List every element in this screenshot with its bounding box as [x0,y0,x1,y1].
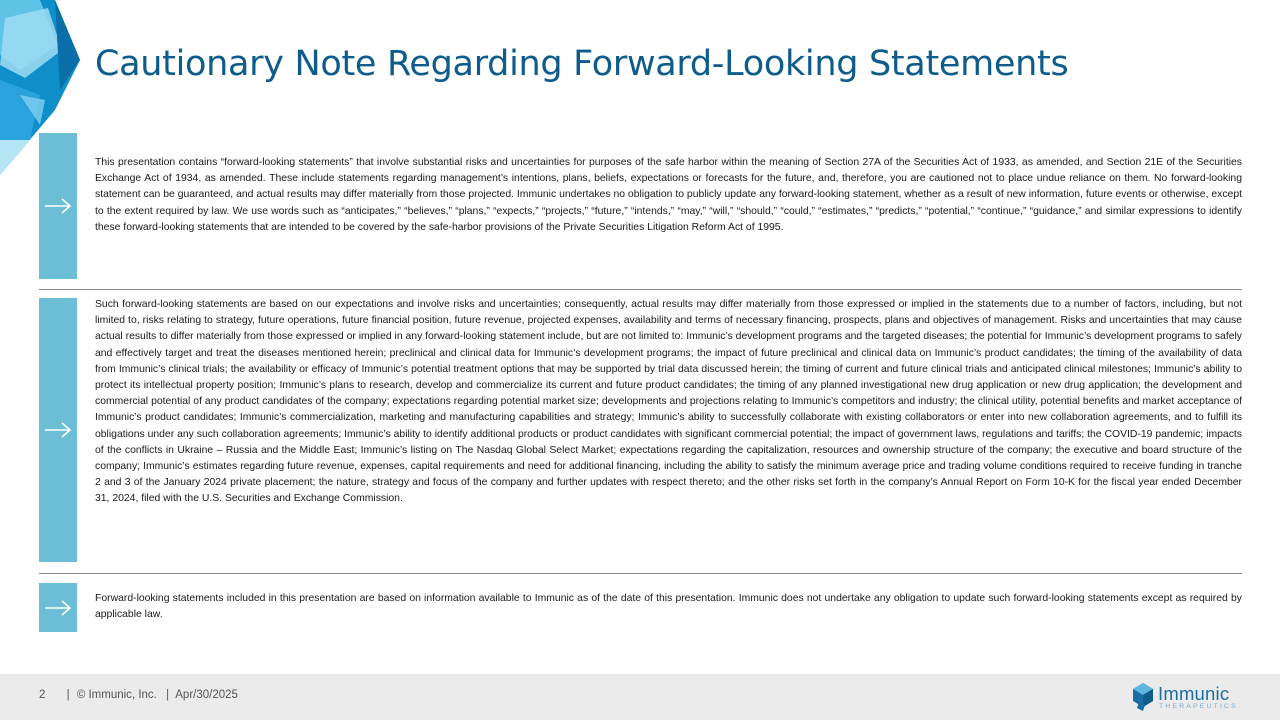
copyright: © Immunic, Inc. [76,689,157,701]
logo-subtitle: THERAPEUTICS [1159,703,1238,710]
arrow-box [39,133,77,279]
logo-name: Immunic [1158,683,1230,704]
company-logo [1131,682,1243,714]
footer-separator: | [166,689,170,701]
page-number: 2 [39,689,46,701]
right-arrow-icon [44,198,72,214]
footer-separator: | [66,689,70,701]
footer-text [39,689,238,701]
section-3 [39,583,1242,632]
section-2 [39,298,1242,562]
footer [0,674,1280,720]
section-1 [39,133,1242,279]
arrow-box [39,298,77,562]
divider [39,289,1242,290]
footer-date: Apr/30/2025 [175,689,238,701]
right-arrow-icon [44,422,72,438]
divider [39,573,1242,574]
section-text: This presentation contains “forward-looking statements” that involve substantial risks and uncertainties for purposes of the safe harbor within the meaning of Section 27A of the Securities Act of 1933, as amended, and Section 21E of the Securities Exchange Act of 1934, as amended. These include statements regarding management’s intentions, plans, beliefs, expectations or forecasts for the future, and, therefore, you are cautioned not to place undue reliance on them. No forward-looking statement can be guaranteed, and actual results may differ materially from those projected. Immunic undertakes no obligation to publicly update any forward-looking statement, whether as a result of new information, future events or otherwise, except to the extent required by law. We use words such as “anticipates,” “believes,” “plans,” “expects,” “projects,” “future,” “intends,” “may,” “will,” “should,” “could,” “estimates,” “predicts,” “potential,” “continue,” “guidance,” and similar expressions to identify these forward-looking statements that are intended to be covered by the safe-harbor provisions of the Private Securities Litigation Reform Act of 1995. [95,157,1242,233]
logo-mark-icon [1131,682,1155,712]
arrow-box [39,583,77,632]
right-arrow-icon [44,600,72,616]
section-text: Forward-looking statements included in this presentation are based on information available to Immunic as of the date of this presentation. Immunic does not undertake any obligation to update such forward-looking statements except as required by applicable law. [95,593,1242,621]
page-title: Cautionary Note Regarding Forward-Looking Statements [95,44,1069,84]
section-text: Such forward-looking statements are based on our expectations and involve risks and uncertainties; consequently, actual results may differ materially from those expressed or implied in the statements due to a number of factors, including, but not limited to, risks relating to strategy, future operations, future financial position, future revenue, projected expenses, availability and terms of necessary financing, prospects, plans and objectives of management. Risks and uncertainties that may cause actual results to differ materially from those expressed or implied in any forward-looking statement include, but are not limited to: Immunic’s development programs and the targeted diseases; the potential for Immunic’s development programs to safely and effectively target and treat the diseases mentioned herein; preclinical and clinical data for Immunic’s development programs; the impact of future preclinical and clinical data on Immunic’s product candidates; the timing of the availability of data from Immunic’s clinical trials; the availability or efficacy of Immunic’s potential treatment options that may be supported by trial data discussed herein; the timing of current and future clinical trials and anticipated clinical milestones; Immunic’s ability to protect its intellectual property position; Immunic’s plans to research, develop and commercialize its current and future product candidates; the timing of any planned investigational new drug application or new drug application; the development and commercial potential of any product candidates of the company; expectations regarding potential market size; developments and projections relating to Immunic’s competitors and industry; the clinical utility, potential benefits and market acceptance of Immunic’s product candidates; Immunic’s commercialization, marketing and manufacturing capabilities and strategy; Immunic’s ability to successfully collaborate with existing collaborators or enter into new collaboration agreements, and to fulfill its obligations under any such collaboration agreements; Immunic’s ability to identify additional products or product candidates with significant commercial potential; the impact of government laws, regulations and tariffs; the COVID-19 pandemic; impacts of the conflicts in Ukraine – Russia and the Middle East; Immunic’s listing on The Nasdaq Global Select Market; expectations regarding the capitalization, resources and ownership structure of the company; the executive and board structure of the company; Immunic’s estimates regarding future revenue, expenses, capital requirements and need for additional financing, including the ability to satisfy the minimum average price and trading volume conditions required to receive funding in tranche 2 and 3 of the January 2024 private placement; the nature, strategy and focus of the company and further updates with respect thereto; and the other risks set forth in the company’s Annual Report on Form 10-K for the fiscal year ended December 31, 2024, filed with the U.S. Securities and Exchange Commission. [95,299,1243,505]
